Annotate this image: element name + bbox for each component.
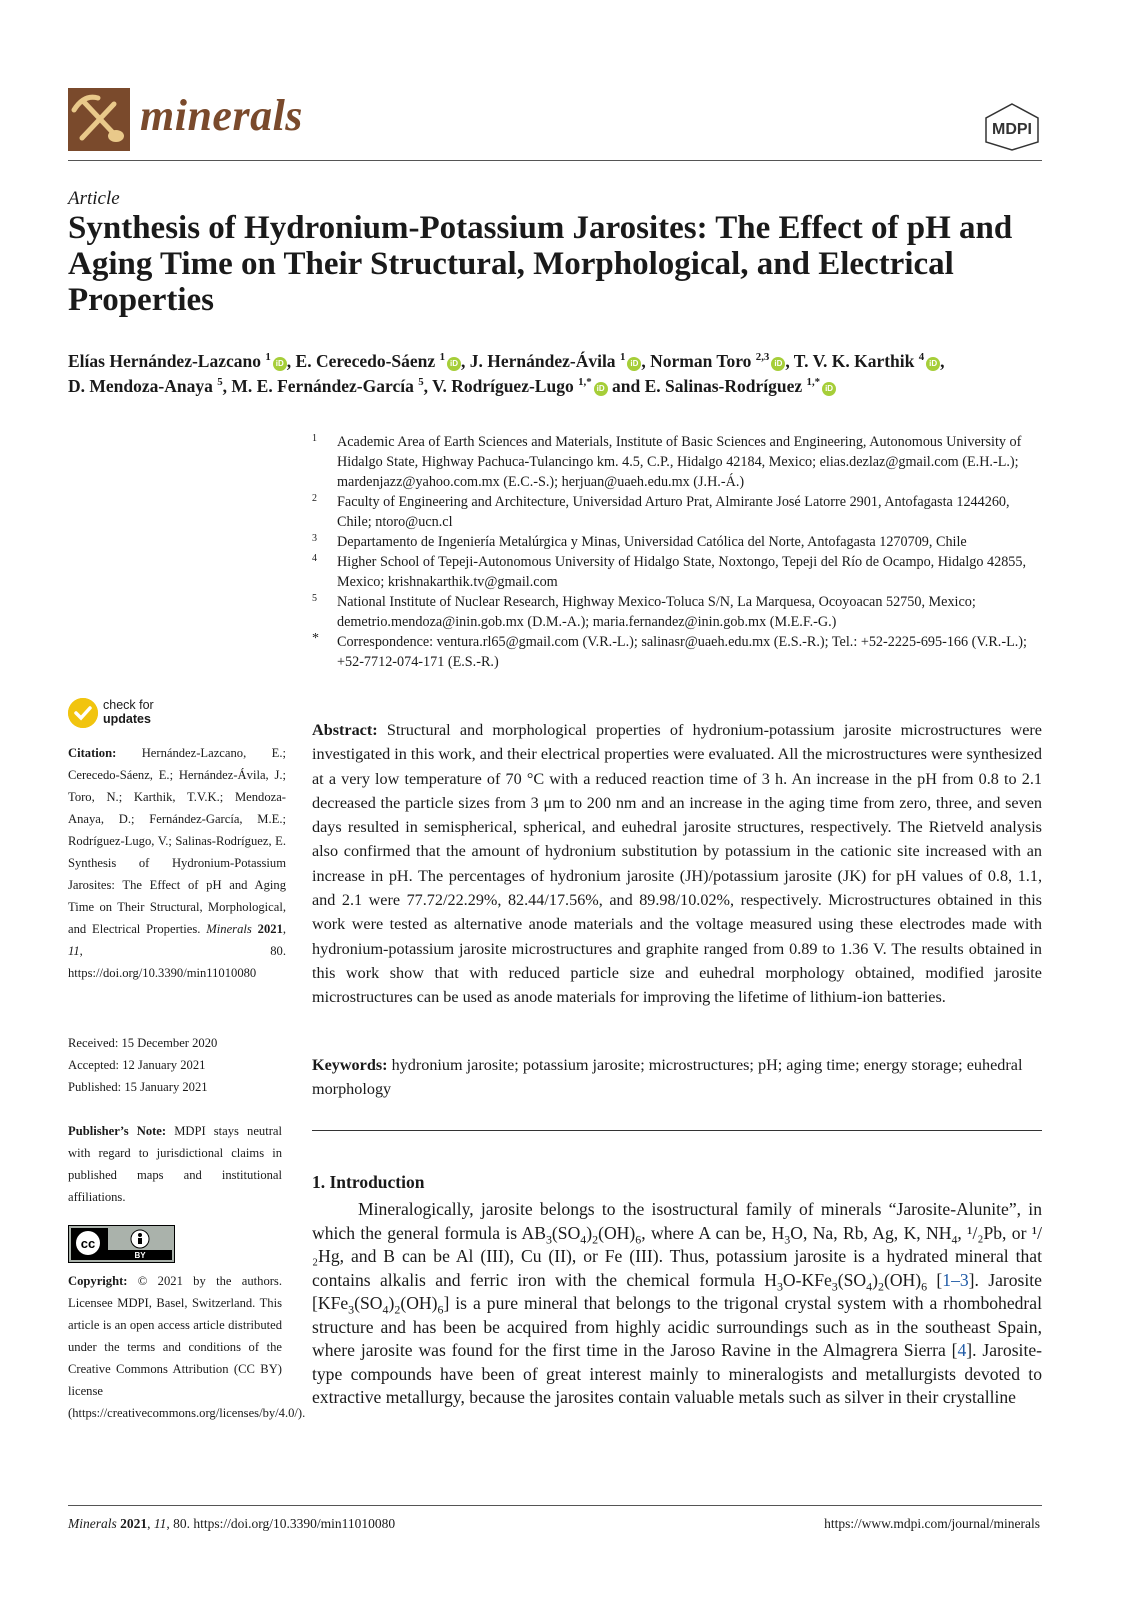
affiliation: 3 Departamento de Ingeniería Metalúrgica y Minas, Universidad Católica del Norte, Antofagasta 1270709, Chile xyxy=(312,533,967,550)
citation-doi-link[interactable]: , 80. https://doi.org/10.3390/min11010080 xyxy=(68,944,286,980)
abstract-text: Structural and morphological properties of hydronium-potassium jarosite microstructures were investigated in this work, and their electrical properties were evaluated. All the microstructures were synthesized at a very low temperature of 70 °C with a reduced reaction time of 3 h. An increase in the pH from 0.8 to 2.1 decreased the particle sizes from 3 μm to 200 nm and an increase in the aging time from zero, three, and seven days resulted in semispherical, spherical, and euhedral jarosite structures, respectively. The Rietveld analysis also confirmed that the amount of hydronium substitution by potassium in the cationic site increased with an increase in pH. The percentages of hydronium jarosite (JH)/potassium jarosite (JK) for pH values of 0.8, 1.1, and 2.1 were 77.72/22.29%, 82.44/17.56%, and 89.98/10.02%, respectively. Microstructures obtained in this work were tested as alternative anode materials and the voltage measured using these electrodes made with hydronium-potassium jarosite microstructures and graphite ranged from 0.89 to 1.36 V. The results obtained in this work show that with reduced particle size and euhedral morphology obtained, modified jarosite microstructures can be used as anode materials for improving the lifetime of lithium-ion batteries. xyxy=(312,721,1042,1007)
pickaxe-shovel-icon xyxy=(68,88,130,151)
citation-text: Hernández-Lazcano, E.; Cerecedo-Sáenz, E.; Hernández-Ávila, J.; Toro, N.; Karthik, T.V.K.; Mendoza-Anaya, D.; Fernández-García, M.E.; Rodríguez-Lugo, V.; Salinas-Rodríguez, E. Synthesis of Hydronium-Potassium Jarosites: The Effect of pH and Aging Time on Their Structural, Morphological, and Electrical Properties. xyxy=(68,746,286,936)
copyright-notice: Copyright: © 2021 by the authors. Licensee MDPI, Basel, Switzerland. This article is an open access article distributed under the terms and conditions of the Creative Commons Attribution (CC BY) license (https://creativecommons.org/licenses/by/4.0/). xyxy=(68,1274,306,1420)
article-type: Article xyxy=(68,188,120,209)
footer-citation: Minerals 2021, 11, 80. https://doi.org/10.3390/min11010080 xyxy=(68,1516,396,1531)
footer-journal-url[interactable]: https://www.mdpi.com/journal/minerals xyxy=(824,1516,1040,1531)
citation-block: Citation: Hernández-Lazcano, E.; Cerecedo-Sáenz, E.; Hernández-Ávila, J.; Toro, N.; Karthik, T.V.K.; Mendoza-Anaya, D.; Fernández-García, M.E.; Rodríguez-Lugo, V.; Salinas-Rodríguez, E. Synthesis of Hydronium-Potassium Jarosites: The Effect of pH and Aging Time on Their Structural, Morphological, and Electrical Properties. Minerals 2021, 11, 80. https://doi.org/10.3390/min11010080 xyxy=(68,746,287,980)
affiliations xyxy=(312,432,1047,672)
author: J. Hernández-Ávila xyxy=(469,351,616,371)
author: Norman Toro xyxy=(650,351,752,371)
reference-link[interactable]: 1–3 xyxy=(942,1269,969,1290)
published-date: Published: 15 January 2021 xyxy=(68,1080,208,1094)
abstract xyxy=(312,718,1042,1010)
citation-journal: Minerals xyxy=(206,922,252,936)
affiliation: 5 National Institute of Nuclear Research, Highway Mexico-Toluca S/N, La Marquesa, Ocoyoacan 52750, Mexico; demetrio.mendoza@inin.gob.mx (D.M.-A.); maria.fernandez@inin.gob.mx (M.E.F.-G.) xyxy=(312,593,976,630)
author-list: Elías Hernández-Lazcano $^1$iD , E. Cerecedo-Sáenz $^1$iD , J. Hernández-Ávila $^1$iD , Norman Toro $^{2,3}$iD , T. V. K. Karthik $^4$iD , D. Mendoza-Anaya $^5$, M. E. Fernández-García $^5$, V. Rodríguez-Lugo $^{1,*}$iD and E. Salinas-Rodríguez $^{1,*}$iD xyxy=(68,351,945,396)
footer-doi-link[interactable]: , 80. https://doi.org/10.3390/min11010080 xyxy=(166,1516,396,1531)
orcid-icon[interactable]: iD xyxy=(627,357,641,371)
author: T. V. K. Karthik xyxy=(793,351,915,371)
reference-link[interactable]: 4 xyxy=(957,1340,967,1360)
keywords-text: hydronium jarosite; potassium jarosite; microstructures; pH; aging time; energy storage; euhedral morphology xyxy=(312,1056,1023,1099)
author: Elías Hernández-Lazcano xyxy=(68,351,261,371)
orcid-icon[interactable]: iD xyxy=(447,357,461,371)
citation-year: 2021 xyxy=(257,922,283,936)
abstract-label: Abstract: xyxy=(312,721,378,739)
orcid-icon[interactable]: iD xyxy=(926,357,940,371)
section-heading: 1. Introduction xyxy=(312,1172,425,1192)
svg-text:MDPI: MDPI xyxy=(992,121,1032,138)
orcid-icon[interactable]: iD xyxy=(822,382,836,396)
affiliation: 2 Faculty of Engineering and Architecture, Universidad Arturo Prat, Almirante José Latorre 2901, Antofagasta 1244260, Chile; ntoro@ucn.cl xyxy=(312,493,1010,530)
accepted-date: Accepted: 12 January 2021 xyxy=(68,1058,206,1072)
author: V. Rodríguez-Lugo xyxy=(432,376,574,396)
citation-volume: 11 xyxy=(68,944,80,958)
affiliation: 4 Higher School of Tepeji-Autonomous University of Hidalgo State, Noxtongo, Tepeji del Río de Ocampo, Hidalgo 42855, Mexico; krishnakarthik.tv@gmail.com xyxy=(312,553,1027,590)
journal-name: minerals xyxy=(140,91,303,140)
cc-by-license-icon[interactable] xyxy=(68,1225,175,1263)
orcid-icon[interactable]: iD xyxy=(771,357,785,371)
svg-text:cc: cc xyxy=(80,1236,96,1251)
affiliation: 1 Academic Area of Earth Sciences and Materials, Institute of Basic Sciences and Engineering, Autonomous University of Hidalgo State, Highway Pachuca-Tulancingo km. 4.5, C.P., Hidalgo 42184, Mexico; elias.dezlaz@gmail.com (E.H.-L.); mardenjazz@yahoo.com.mx (E.C.-S.); herjuan@uaeh.edu.mx (J.H.-Á.) xyxy=(312,433,1022,490)
paper-title: Synthesis of Hydronium-Potassium Jarosites: The Effect of pH and Aging Time on Their Structural, Morphological, and Electrical Properties xyxy=(68,210,1013,318)
check-for-updates-icon[interactable] xyxy=(68,698,98,728)
author: D. Mendoza-Anaya xyxy=(68,376,213,396)
check-for-updates-button[interactable]: check for updates xyxy=(103,698,154,726)
introduction-paragraph: Mineralogically, jarosite belongs to the isostructural family of minerals “Jarosite-Alunite”, in which the general formula is $AB_3(SO_4)_2(OH)_6$, where A can be, $H_3O$, Na, Rb, Ag, K, $NH_4$, ¹/₂Pb, or ¹/₂Hg, and B can be Al (III), Cu (II), or Fe (III). Thus, potassium jarosite is a hydrated mineral that contains alkalis and ferric iron with the chemical formula $H_3O-KFe_3(SO_4)_2(OH)_6$ [1–3]. Jarosite $[KFe_3(SO_4)_2(OH)_6]$ is a pure mineral that belongs to the trigonal crystal system with a rhombohedral structure and has been be acquired from highly acidic surroundings such as in the southeast Spain, where jarosite was found for the first time in the Jaroso Ravine in the Almagrera Sierra [4]. Jarosite-type compounds have been of great interest mainly to mineralogists and metallurgists devoted to extractive metallurgy, because the jarosites contain valuable metals such as silver in their crystalline xyxy=(312,1199,1042,1407)
citation-label: Citation: xyxy=(68,746,117,760)
dates xyxy=(68,1032,217,1098)
publisher-note: Publisher’s Note: MDPI stays neutral with regard to jurisdictional claims in published maps and institutional affiliations. xyxy=(68,1124,282,1204)
author: E. Cerecedo-Sáenz xyxy=(295,351,436,371)
section-rule xyxy=(312,1130,1042,1131)
author: E. Salinas-Rodríguez xyxy=(644,376,803,396)
keywords xyxy=(312,1053,1046,1102)
orcid-icon[interactable]: iD xyxy=(273,357,287,371)
mdpi-logo xyxy=(982,102,1042,152)
journal-logo xyxy=(68,88,130,151)
header-rule xyxy=(68,160,1042,161)
received-date: Received: 15 December 2020 xyxy=(68,1036,218,1050)
svg-text:BY: BY xyxy=(134,1251,146,1260)
footer-rule xyxy=(68,1505,1042,1506)
correspondence: * Correspondence: ventura.rl65@gmail.com (V.R.-L.); salinasr@uaeh.edu.mx (E.S.-R.); Tel.: +52-2225-695-166 (V.R.-L.); +52-7712-074-171 (E.S.-R.) xyxy=(312,631,1027,670)
author: M. E. Fernández-García xyxy=(231,376,414,396)
orcid-icon[interactable]: iD xyxy=(594,382,608,396)
keywords-label: Keywords: xyxy=(312,1056,388,1074)
